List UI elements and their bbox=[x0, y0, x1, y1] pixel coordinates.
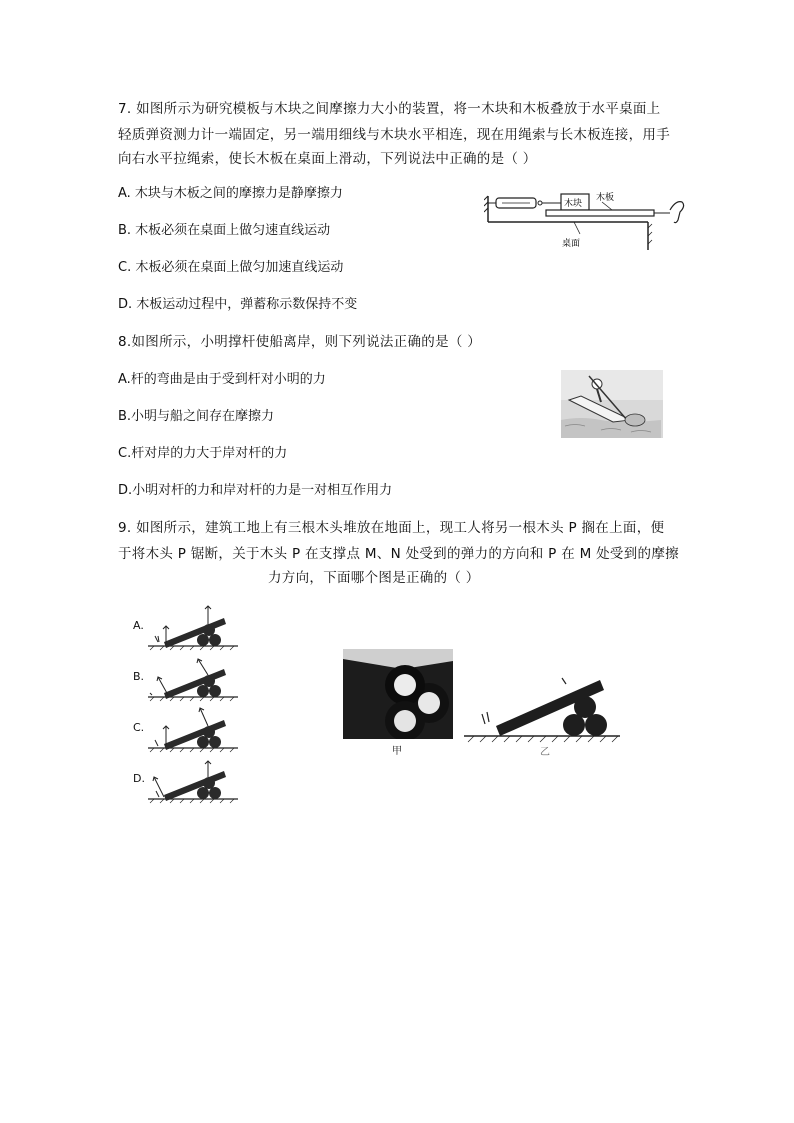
q8-option-d: D.小明对杆的力和岸对杆的力是一对相互作用力 bbox=[118, 483, 393, 498]
q7-option-c: C. 木板必须在桌面上做匀加速直线运动 bbox=[118, 260, 344, 275]
q9-choice-c-figure bbox=[146, 702, 241, 754]
q9-choice-label-b: B. bbox=[133, 670, 145, 683]
q9-stem-line-2: 于将木头 P 锯断，关于木头 P 在支撑点 M、N 处受到的弹力的方向和 P 在 M 处受到的摩擦 bbox=[118, 546, 679, 562]
q8-option-c: C.杆对岸的力大于岸对杆的力 bbox=[118, 446, 288, 461]
q7-apparatus-figure bbox=[484, 186, 694, 254]
board-label: 木板 bbox=[596, 193, 615, 203]
q8-option-b: B.小明与船之间存在摩擦力 bbox=[118, 409, 275, 424]
q9-choice-d-figure bbox=[146, 753, 241, 805]
table-label: 桌面 bbox=[562, 239, 581, 249]
q9-choice-label-a: A. bbox=[133, 619, 144, 632]
q7-stem-line-1: 7. 如图所示为研究模板与木块之间摩擦力大小的装置，将一木块和木板叠放于水平桌面上 bbox=[118, 101, 661, 117]
hand-icon bbox=[670, 202, 684, 223]
q9-choice-b-figure bbox=[146, 651, 241, 703]
q8-stem: 8.如图所示，小明撑杆使船离岸，则下列说法正确的是（ ） bbox=[118, 334, 482, 350]
q8-boat-figure bbox=[561, 370, 663, 438]
q7-option-a: A. 木块与木板之间的摩擦力是静摩擦力 bbox=[118, 186, 343, 201]
q7-stem-line-3: 向右水平拉绳索，使长木板在桌面上滑动，下列说法中正确的是（ ） bbox=[118, 151, 537, 167]
q7-option-d: D. 木板运动过程中，弹蓄称示数保持不变 bbox=[118, 297, 358, 312]
q9-fig-yi-diagram bbox=[462, 670, 624, 752]
q9-stem-line-1: 9. 如图所示，建筑工地上有三根木头堆放在地面上，现工人将另一根木头 P 搁在上面，便 bbox=[118, 520, 665, 536]
q9-choice-label-c: C. bbox=[133, 721, 145, 734]
q9-fig-jia-photo bbox=[343, 649, 453, 739]
block-label: 木块 bbox=[564, 199, 583, 209]
q7-stem-line-2: 轻质弹资测力计一端固定，另一端用细线与木块水平相连，现在用绳索与长木板连接，用手 bbox=[118, 127, 670, 143]
q9-choice-label-d: D. bbox=[133, 772, 145, 785]
q9-fig-yi-label: 乙 bbox=[540, 747, 550, 758]
q8-option-a: A.杆的弯曲是由于受到杆对小明的力 bbox=[118, 372, 326, 387]
q7-option-b: B. 木板必须在桌面上做匀速直线运动 bbox=[118, 223, 331, 238]
q9-fig-jia-label: 甲 bbox=[392, 746, 402, 757]
q9-stem-line-3: 力方向，下面哪个图是正确的（ ） bbox=[268, 570, 480, 586]
q9-choice-a-figure bbox=[146, 600, 241, 652]
wood-board bbox=[546, 210, 654, 216]
